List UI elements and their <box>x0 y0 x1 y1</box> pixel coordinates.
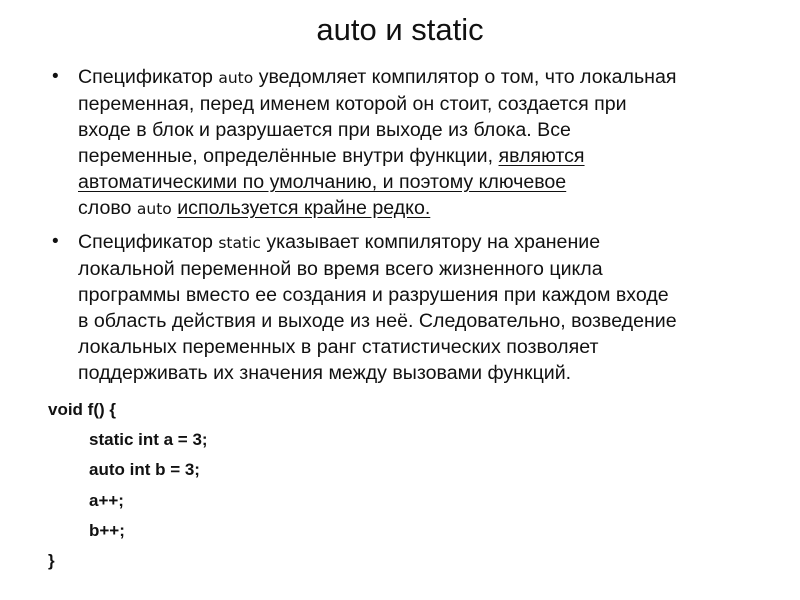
bullet-dot-icon: • <box>52 231 59 252</box>
text-line <box>78 229 768 256</box>
code-line: a++; <box>89 490 124 510</box>
text-run: локальных переменных в ранг статистических позволяет <box>78 336 599 358</box>
bullet-list <box>48 64 768 393</box>
bullet-static <box>48 229 768 386</box>
text-run: слово <box>78 197 137 219</box>
text-line <box>78 360 768 386</box>
bullet-dot-icon: • <box>52 66 59 87</box>
bullet-auto <box>48 64 768 222</box>
text-line <box>78 256 768 282</box>
text-run: переменная, перед именем которой он стоит, создается при <box>78 93 627 115</box>
text-line <box>78 195 768 222</box>
text-line <box>78 143 768 169</box>
text-run: в область действия и выходе из неё. Следовательно, возведение <box>78 310 677 332</box>
text-run: входе в блок и разрушается при выходе из блока. Все <box>78 119 571 141</box>
slide-title: auto и static <box>316 12 484 47</box>
bullet-text <box>78 229 768 386</box>
text-run: Спецификатор <box>78 231 219 253</box>
text-line <box>78 117 768 143</box>
keyword: auto <box>136 200 172 218</box>
bullet-text <box>78 64 768 222</box>
underlined-text: используется крайне редко. <box>177 197 431 219</box>
underlined-text: являются <box>498 145 585 167</box>
text-line <box>78 91 768 117</box>
underlined-text: автоматическими по умолчанию, и поэтому ключевое <box>78 171 567 193</box>
text-run: программы вместо ее создания и разрушения при каждом входе <box>78 284 669 306</box>
keyword: auto <box>218 69 254 87</box>
text-line <box>78 282 768 308</box>
keyword: static <box>218 234 261 252</box>
text-run: указывает компилятору на хранение <box>260 231 601 253</box>
text-run: Спецификатор <box>78 66 219 88</box>
text-line <box>78 308 768 334</box>
text-line <box>78 64 768 91</box>
text-run: локальной переменной во время всего жизненного цикла <box>78 258 603 280</box>
code-line: void f() { <box>48 400 116 419</box>
code-line: auto int b = 3; <box>89 460 200 480</box>
code-line: } <box>48 550 55 570</box>
text-run: уведомляет компилятор о том, что локальная <box>253 66 677 88</box>
text-run: поддерживать их значения между вызовами функций. <box>78 362 572 384</box>
text-run: переменные, определённые внутри функции, <box>78 145 499 167</box>
text-line <box>78 169 768 195</box>
code-block <box>48 395 208 576</box>
text-line <box>78 334 768 360</box>
code-line: b++; <box>89 520 125 540</box>
code-line: static int a = 3; <box>89 430 208 450</box>
